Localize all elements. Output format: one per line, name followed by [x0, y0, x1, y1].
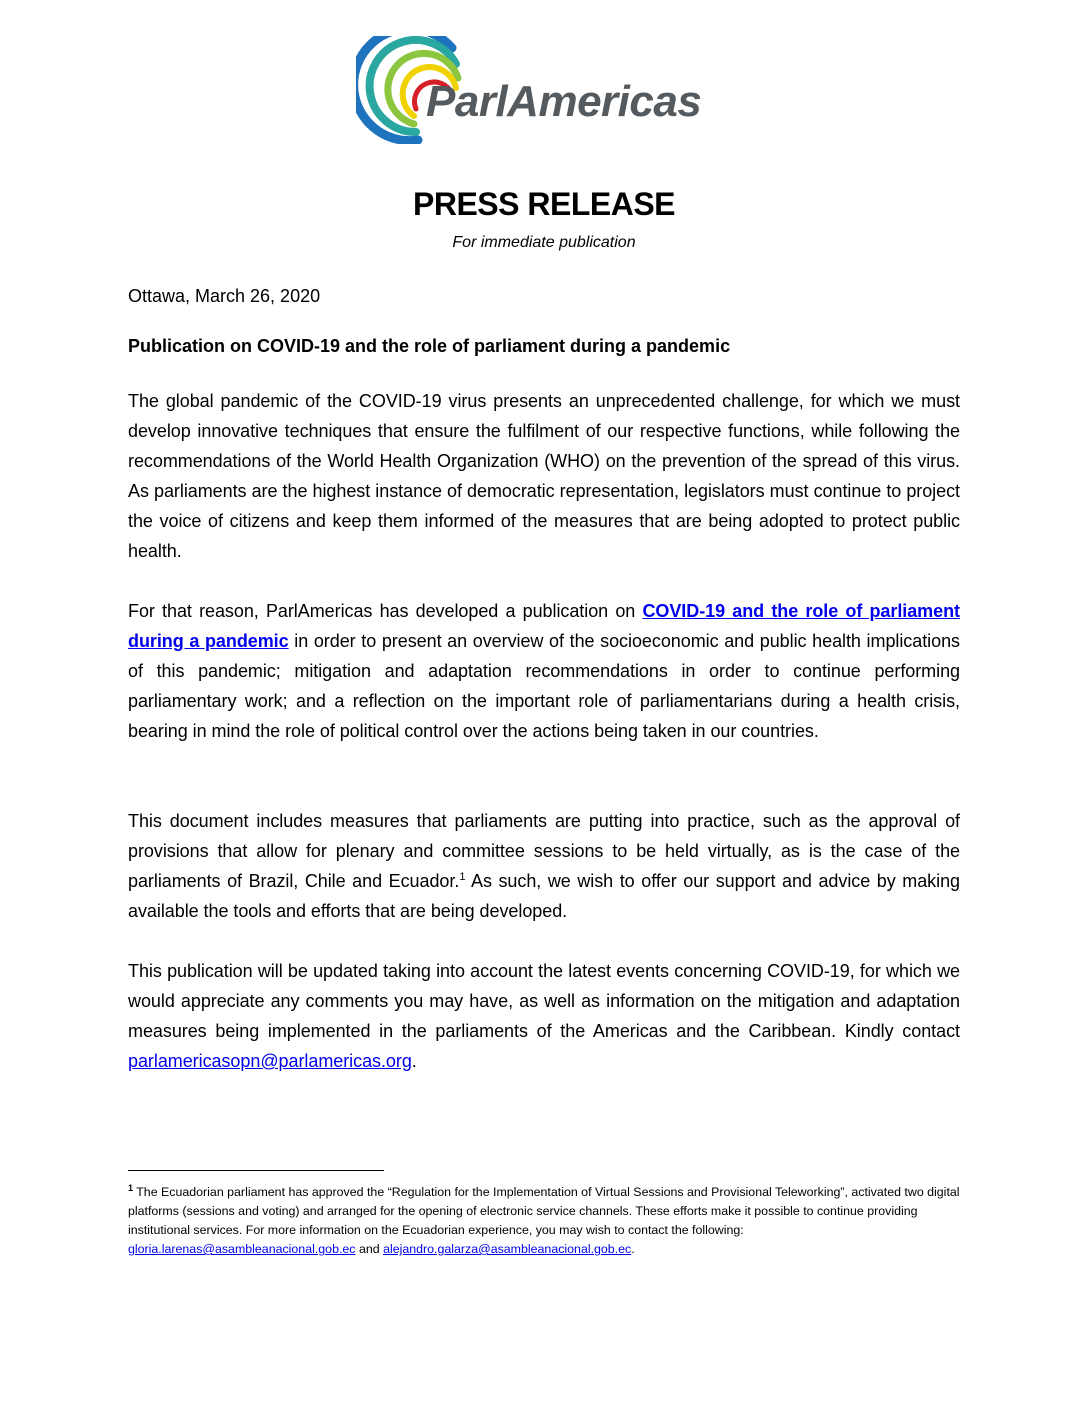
parlamericas-logo — [356, 36, 756, 144]
footnote-email-link-1[interactable]: gloria.larenas@asambleanacional.gob.ec — [128, 1242, 356, 1256]
paragraph-3 — [128, 806, 960, 926]
page-title: PRESS RELEASE — [412, 186, 675, 222]
footnote-text-end: . — [631, 1242, 635, 1256]
paragraph-3-text-start: This document includes measures that parliaments are putting into practice, such as the approval of provisions that allow for plenary and committee sessions to be held virtually, as is the case of the parliaments of Brazil, Chile and Ecuador. — [128, 811, 960, 891]
publication-link[interactable]: COVID-19 and the role of parliament during a pandemic — [128, 601, 960, 651]
page-subtitle: For immediate publication — [452, 234, 636, 251]
paragraph-2-text-end: in order to present an overview of the socioeconomic and public health implications of this pandemic; mitigation and adaptation recommendations in order to continue performing parliamentary work; and a reflection on the important role of parliamentarians during a health crisis, bearing in mind the role of political control over the actions being taken in our countries. — [128, 631, 960, 741]
paragraph-4 — [128, 956, 960, 1076]
paragraph-2-text-start: For that reason, ParlAmericas has developed a publication on — [128, 601, 643, 621]
paragraph-4-text-start: This publication will be updated taking into account the latest events concerning COVID-19, for which we would appreciate any comments you may have, as well as information on the mitigation and adaptation measures being implemented in the parliaments of the Americas and the Caribbean. Kindly contact — [128, 961, 960, 1041]
footnote-email-link-2[interactable]: alejandro.galarza@asambleanacional.gob.ec — [383, 1242, 632, 1256]
paragraph-3-text-end: As such, we wish to offer our support and advice by making available the tools and efforts that are being developed. — [128, 871, 960, 921]
logo-wordmark: ParlAmericas — [426, 77, 702, 126]
footnote-reference: 1 — [459, 871, 466, 883]
footnote-text-start: The Ecuadorian parliament has approved the “Regulation for the Implementation of Virtual Sessions and Provisional Teleworking”, activated two digital platforms (sessions and voting) and arranged for the opening of electronic service channels. These efforts make it possible to continue providing institutional services. For more information on the Ecuadorian experience, you may wish to contact the following: — [128, 1185, 960, 1237]
footnote-divider — [128, 1170, 384, 1171]
paragraph-2 — [128, 596, 960, 746]
contact-email-link[interactable]: parlamericasopn@parlamericas.org — [128, 1051, 412, 1071]
paragraph-4-text-end: . — [411, 1051, 417, 1071]
dateline: Ottawa, March 26, 2020 — [128, 286, 321, 306]
footnote-text-mid: and — [355, 1242, 384, 1256]
footnote — [128, 1183, 960, 1259]
headline: Publication on COVID-19 and the role of parliament during a pandemic — [128, 336, 731, 356]
paragraph-1: The global pandemic of the COVID-19 virus presents an unprecedented challenge, for which we must develop innovative techniques that ensure the fulfilment of our respective functions, while following the recommendations of the World Health Organization (WHO) on the prevention of the spread of this virus. As parliaments are the highest instance of democratic representation, legislators must continue to project the voice of citizens and keep them informed of the measures that are being adopted to protect public health. — [128, 391, 960, 561]
footnote-marker: 1 — [128, 1183, 134, 1193]
